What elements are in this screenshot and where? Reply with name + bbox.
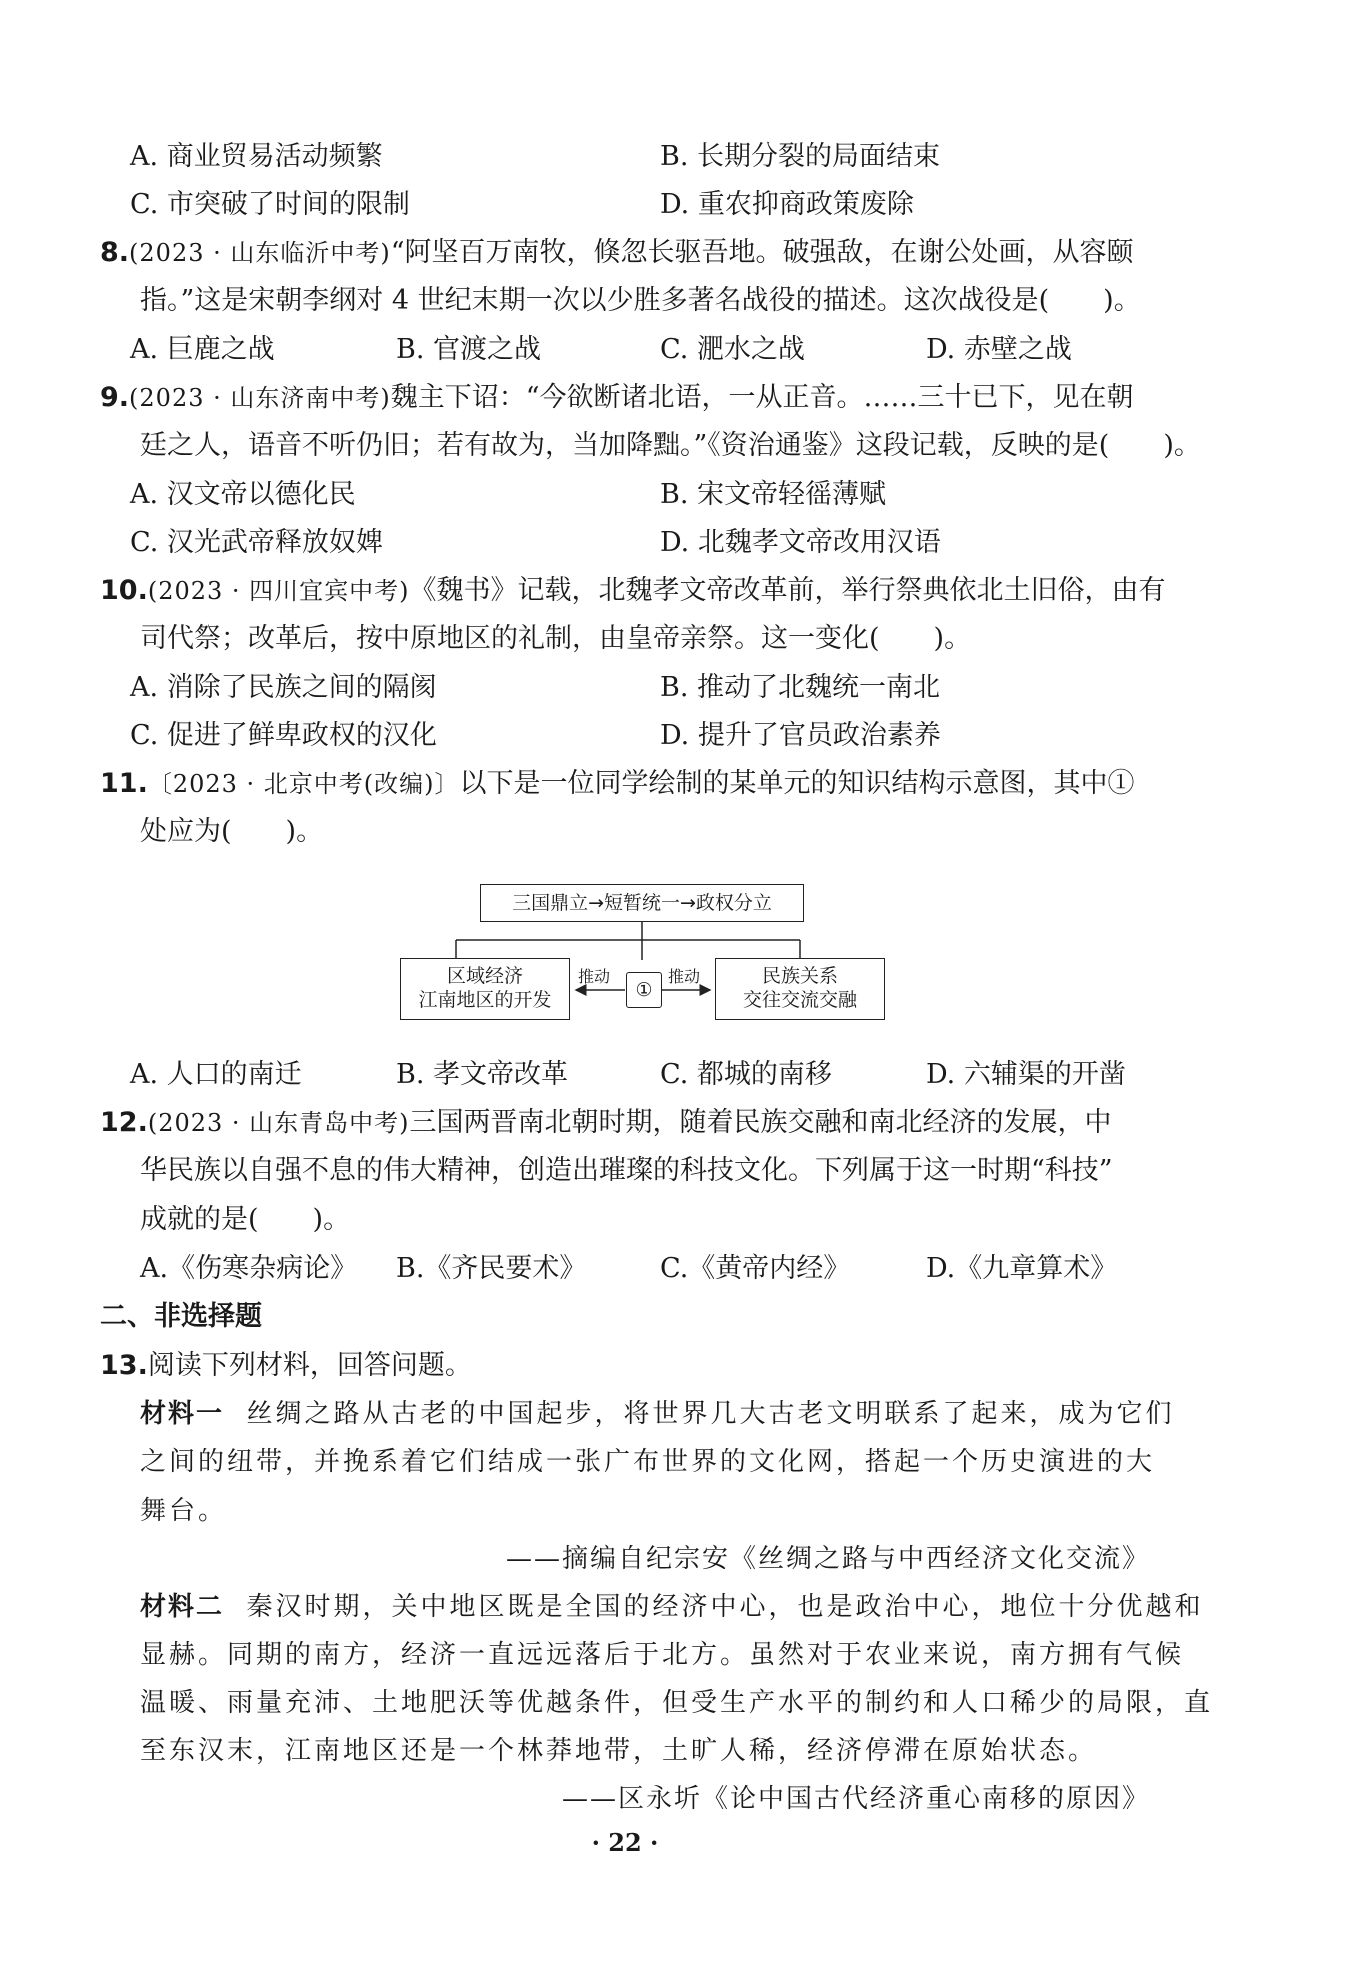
page-number: · 22 · <box>591 1828 659 1857</box>
diagram-center-box: ① <box>626 972 662 1008</box>
q8-option-d[interactable]: D. 赤壁之战 <box>926 334 1072 365</box>
q12-option-b[interactable]: B.《齐民要术》 <box>396 1253 587 1284</box>
q13-prompt: 阅读下列材料，回答问题。 <box>147 1350 472 1381</box>
q9-option-d[interactable]: D. 北魏孝文帝改用汉语 <box>660 527 941 558</box>
diagram-arrow-left-label: 推动 <box>578 967 611 986</box>
q10-text-1: 《魏书》记载，北魏孝文帝改革前，举行祭典依北土旧俗，由有 <box>409 575 1166 606</box>
q12-option-d[interactable]: D.《九章算术》 <box>926 1253 1118 1284</box>
q10-stem-line1 <box>100 574 1166 608</box>
diagram-arrow-right-label: 推动 <box>668 967 701 986</box>
material1-label: 材料一 <box>140 1399 225 1429</box>
material1-text-1: 丝绸之路从古老的中国起步，将世界几大古老文明联系了起来，成为它们 <box>246 1399 1175 1429</box>
q7-option-c[interactable]: C. 市突破了时间的限制 <box>130 189 410 220</box>
q13-number: 13. <box>100 1350 148 1381</box>
q9-option-b[interactable]: B. 宋文帝轻徭薄赋 <box>660 479 887 510</box>
diagram-right-line1: 民族关系 <box>761 965 838 987</box>
diagram-left-box <box>400 958 570 1020</box>
q9-option-a[interactable]: A. 汉文帝以德化民 <box>130 479 356 510</box>
material2-line1 <box>140 1590 1204 1624</box>
q11-option-b[interactable]: B. 孝文帝改革 <box>396 1059 569 1090</box>
q12-source: (2023 · 山东青岛中考) <box>147 1109 410 1137</box>
q12-option-a[interactable]: A.《伤寒杂病论》 <box>140 1253 358 1284</box>
q9-source: (2023 · 山东济南中考) <box>129 384 391 412</box>
q10-source: (2023 · 四川宜宾中考) <box>147 577 410 605</box>
material2-text-1: 秦汉时期，关中地区既是全国的经济中心，也是政治中心，地位十分优越和 <box>246 1592 1204 1622</box>
diagram-left-line2: 江南地区的开发 <box>418 989 552 1011</box>
q11-number: 11. <box>100 768 148 799</box>
q8-option-a[interactable]: A. 巨鹿之战 <box>130 334 275 365</box>
q9-stem-line2: 廷之人，语音不听仍旧；若有故为，当加降黜。”《资治通鉴》这段记载，反映的是( )。 <box>140 430 1201 461</box>
q7-option-d[interactable]: D. 重农抑商政策废除 <box>660 189 914 220</box>
q7-option-b[interactable]: B. 长期分裂的局面结束 <box>660 141 941 172</box>
q11-option-a[interactable]: A. 人口的南迁 <box>130 1059 302 1090</box>
q8-stem-line1 <box>100 236 1134 270</box>
material2-citation: ——区永圻《论中国古代经济重心南移的原因》 <box>561 1784 1150 1814</box>
knowledge-structure-diagram <box>400 882 885 1034</box>
q12-stem-line1 <box>100 1106 1112 1140</box>
q11-stem-line1 <box>100 767 1135 801</box>
q12-number: 12. <box>100 1107 148 1138</box>
material1-citation: ——摘编自纪宗安《丝绸之路与中西经济文化交流》 <box>505 1544 1150 1574</box>
material1-line2: 之间的纽带，并挽系着它们结成一张广布世界的文化网，搭起一个历史演进的大 <box>140 1447 1156 1477</box>
q10-option-d[interactable]: D. 提升了官员政治素养 <box>660 720 941 751</box>
q8-option-c[interactable]: C. 淝水之战 <box>660 334 805 365</box>
material2-line4: 至东汉末，江南地区还是一个林莽地带，土旷人稀，经济停滞在原始状态。 <box>140 1736 1098 1766</box>
q12-stem-line3: 成就的是( )。 <box>140 1204 351 1235</box>
q9-option-c[interactable]: C. 汉光武帝释放奴婢 <box>130 527 383 558</box>
q10-option-a[interactable]: A. 消除了民族之间的隔阂 <box>130 672 437 703</box>
q8-number: 8. <box>100 237 130 268</box>
q11-option-c[interactable]: C. 都城的南移 <box>660 1059 832 1090</box>
diagram-right-box <box>715 958 885 1020</box>
q9-stem-line1 <box>100 381 1134 415</box>
q10-number: 10. <box>100 575 148 606</box>
q12-text-1: 三国两晋南北朝时期，随着民族交融和南北经济的发展，中 <box>409 1107 1112 1138</box>
material2-line3: 温暖、雨量充沛、土地肥沃等优越条件，但受生产水平的制约和人口稀少的局限，直 <box>140 1688 1214 1718</box>
q12-stem-line2: 华民族以自强不息的伟大精神，创造出璀璨的科技文化。下列属于这一时期“科技” <box>140 1155 1113 1186</box>
q8-text-1: “阿坚百万南牧，倏忽长驱吾地。破强敌，在谢公处画，从容颐 <box>390 237 1134 268</box>
q8-source: (2023 · 山东临沂中考) <box>129 239 391 267</box>
q9-text-1: 魏主下诏：“今欲断诸北语，一从正音。……三十已下，见在朝 <box>390 382 1134 413</box>
q10-option-c[interactable]: C. 促进了鲜卑政权的汉化 <box>130 720 437 751</box>
q11-text-1: 以下是一位同学绘制的某单元的知识结构示意图，其中① <box>459 768 1135 799</box>
diagram-right-line2: 交往交流交融 <box>742 989 857 1011</box>
q8-option-b[interactable]: B. 官渡之战 <box>396 334 542 365</box>
q9-number: 9. <box>100 382 130 413</box>
q10-stem-line2: 司代祭；改革后，按中原地区的礼制，由皇帝亲祭。这一变化( )。 <box>140 623 972 654</box>
q13-stem <box>100 1349 472 1383</box>
material1-line1 <box>140 1397 1175 1431</box>
q10-option-b[interactable]: B. 推动了北魏统一南北 <box>660 672 941 703</box>
q11-option-d[interactable]: D. 六辅渠的开凿 <box>926 1059 1126 1090</box>
q8-stem-line2: 指。”这是宋朝李纲对 4 世纪末期一次以少胜多著名战役的描述。这次战役是( )。 <box>140 285 1141 316</box>
material2-line2: 显赫。同期的南方，经济一直远远落后于北方。虽然对于农业来说，南方拥有气候 <box>140 1640 1185 1670</box>
q11-source: 〔2023 · 北京中考(改编)〕 <box>147 770 460 798</box>
q11-stem-line2: 处应为( )。 <box>140 816 324 847</box>
material2-label: 材料二 <box>140 1592 225 1622</box>
section-heading-non-choice: 二、非选择题 <box>100 1301 262 1332</box>
q7-option-a[interactable]: A. 商业贸易活动频繁 <box>130 141 383 172</box>
material1-line3: 舞台。 <box>140 1496 228 1526</box>
diagram-left-line1: 区域经济 <box>446 965 523 987</box>
diagram-top-box: 三国鼎立→短暂统一→政权分立 <box>480 884 804 922</box>
q12-option-c[interactable]: C.《黄帝内经》 <box>660 1253 851 1284</box>
